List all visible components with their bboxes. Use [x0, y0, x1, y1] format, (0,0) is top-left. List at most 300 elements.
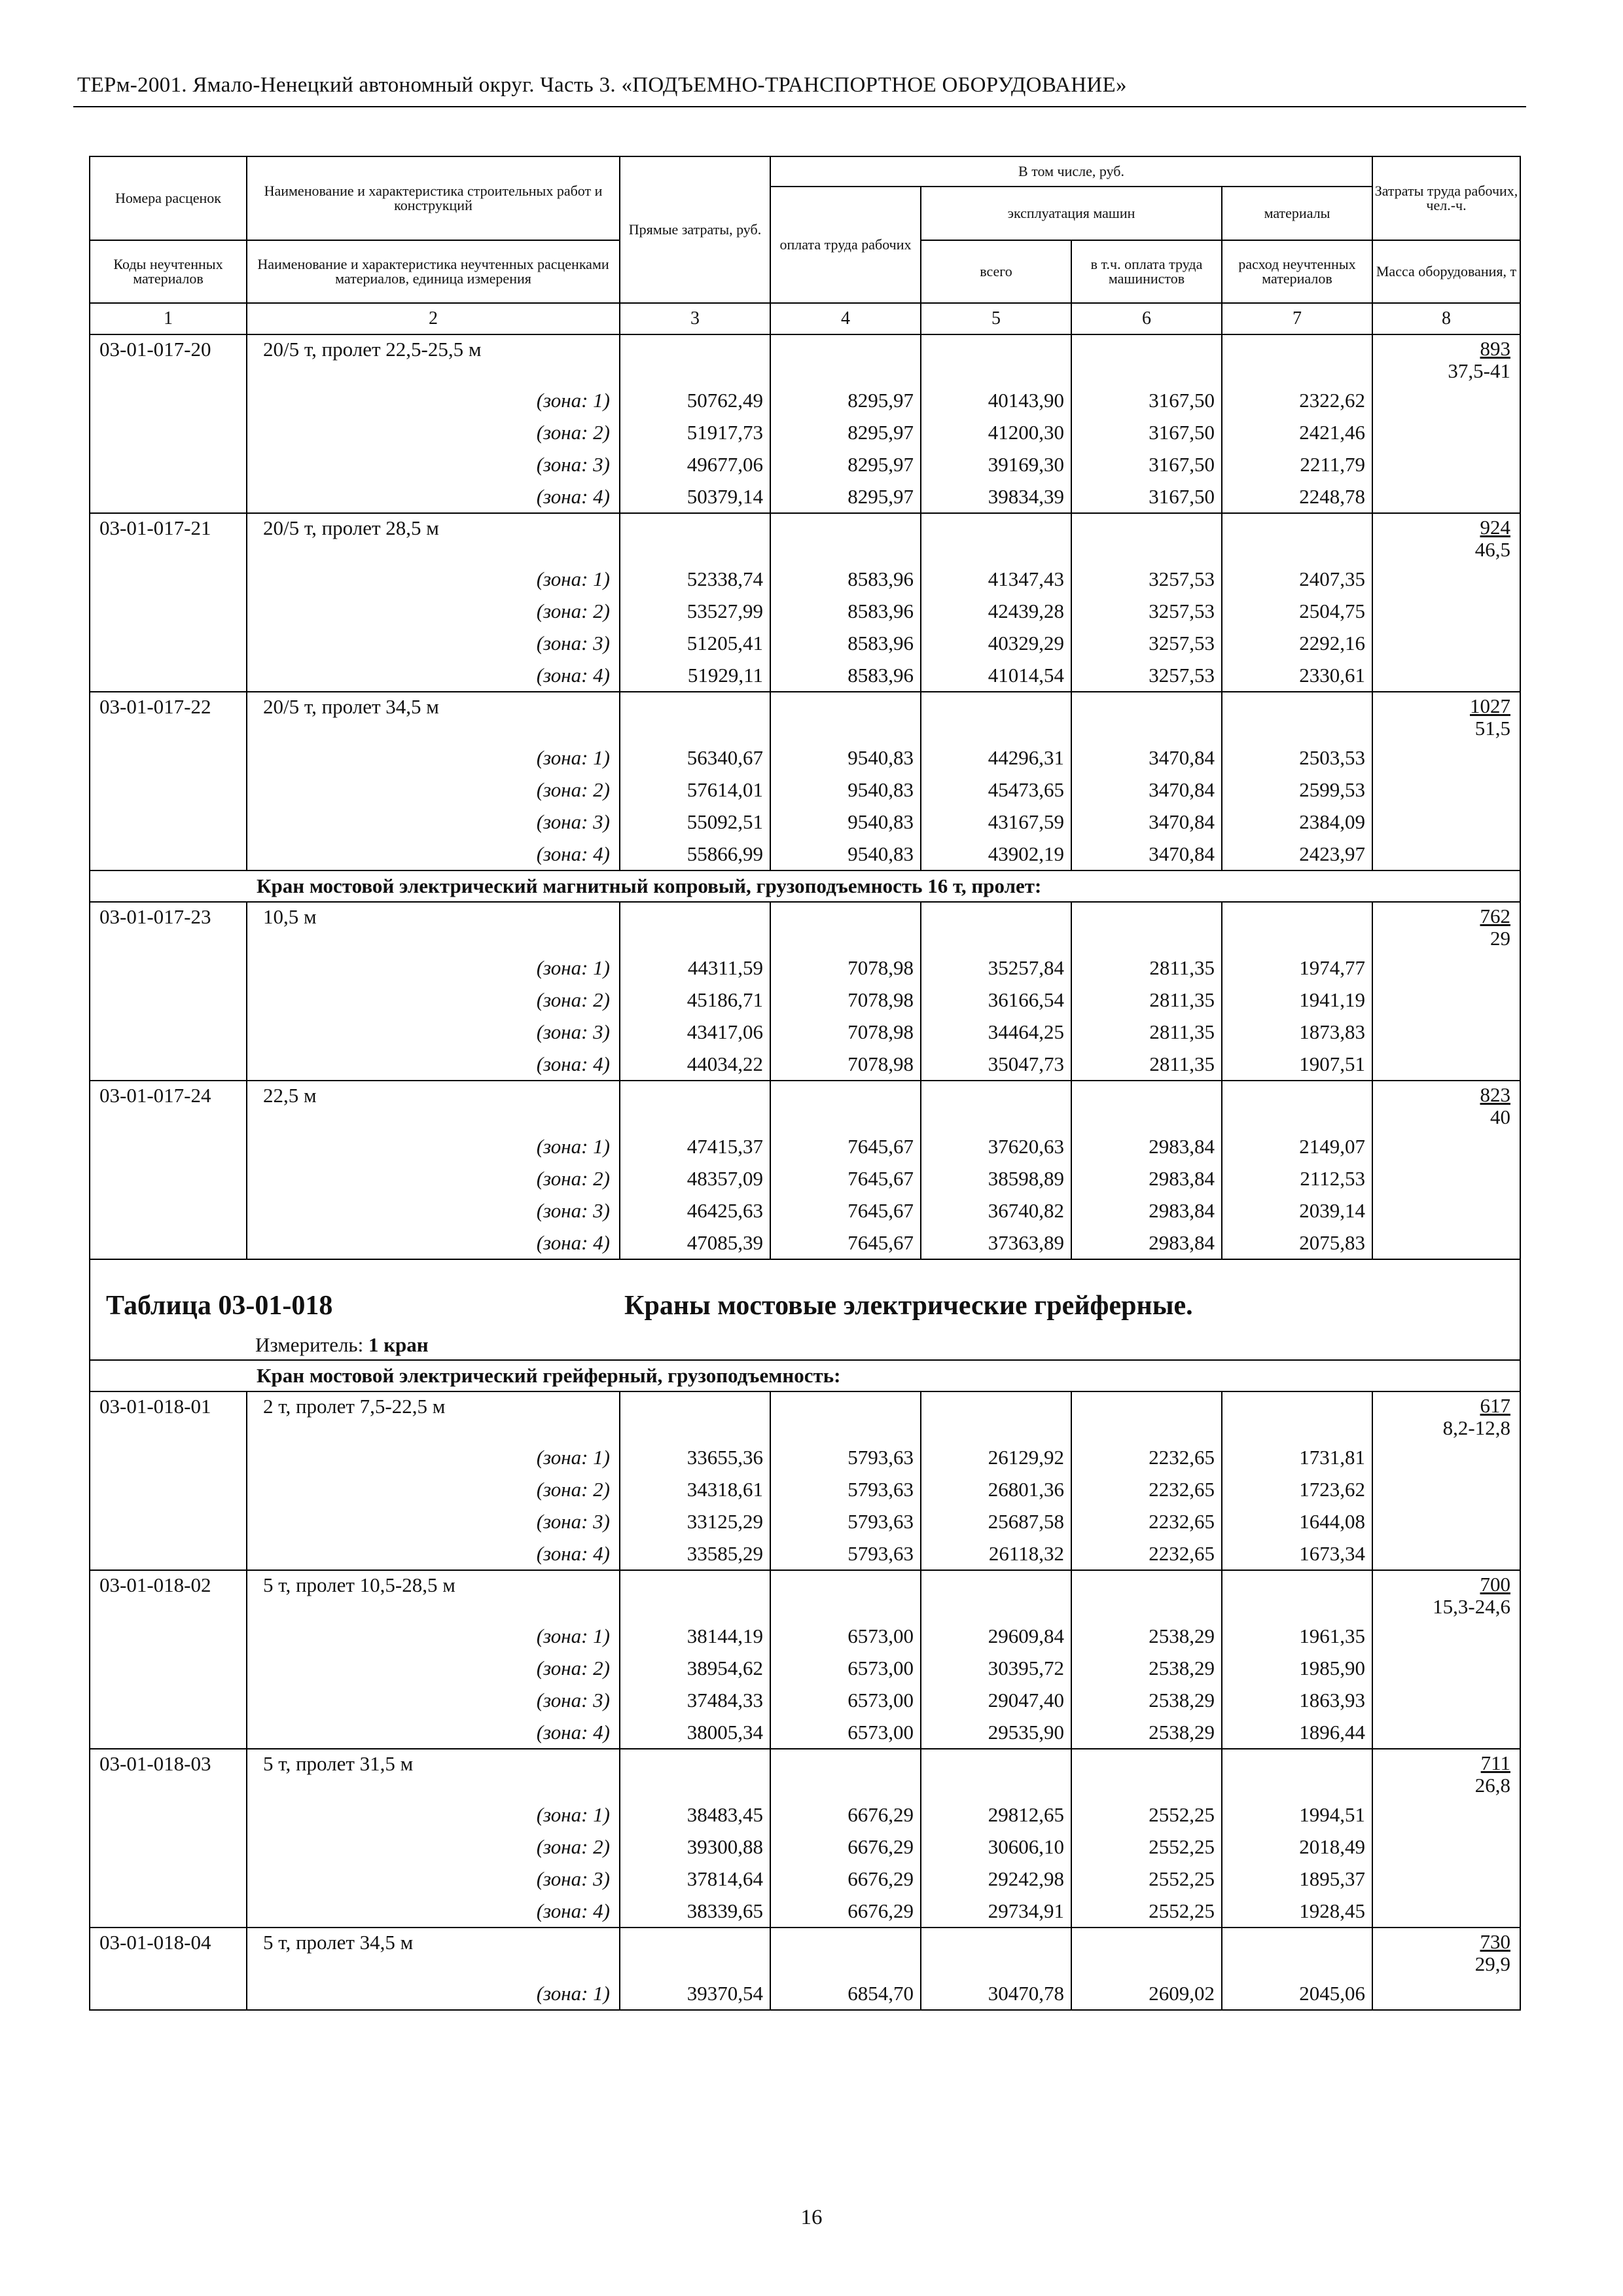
materials: 2018,49 — [1222, 1831, 1372, 1863]
direct-costs: 33585,29 — [620, 1537, 770, 1570]
materials: 2421,46 — [1222, 416, 1372, 448]
zone-row — [90, 1473, 1520, 1505]
col-number: 6 — [1071, 303, 1222, 334]
operator-pay: 3167,50 — [1071, 384, 1222, 416]
col-head-in-total: В том числе, руб. — [770, 156, 1372, 187]
machine-total: 30470,78 — [921, 1977, 1071, 2010]
zone-label: (зона: 4) — [247, 1716, 620, 1749]
worker-pay: 5793,63 — [770, 1505, 921, 1537]
col-head-machine-operation: эксплуатация машин — [921, 187, 1222, 240]
empty-cell — [770, 1928, 921, 1977]
direct-costs: 45186,71 — [620, 984, 770, 1016]
direct-costs: 38144,19 — [620, 1620, 770, 1652]
entries-block — [90, 334, 1520, 870]
worker-pay: 7078,98 — [770, 1048, 921, 1081]
empty-cell — [770, 1391, 921, 1441]
worker-pay: 8583,96 — [770, 659, 921, 692]
materials: 1994,51 — [1222, 1799, 1372, 1831]
entry-title-row — [90, 692, 1520, 742]
col-head-direct-costs: Прямые затраты, руб. — [620, 156, 770, 303]
empty-cell — [1071, 1928, 1222, 1977]
machine-total: 36166,54 — [921, 984, 1071, 1016]
materials: 1974,77 — [1222, 952, 1372, 984]
labor-mass-cell — [1372, 334, 1520, 513]
labor-mass-cell — [1372, 1928, 1520, 2010]
zone-row — [90, 774, 1520, 806]
equipment-mass-value: 8,2-12,8 — [1442, 1416, 1510, 1439]
worker-pay: 8295,97 — [770, 384, 921, 416]
col-head-unaccounted-materials: расход неучтенных материалов — [1222, 240, 1372, 303]
direct-costs: 51205,41 — [620, 627, 770, 659]
running-header: ТЕРм-2001. Ямало-Ненецкий автономный округ. Часть 3. «ПОДЪЕМНО-ТРАНСПОРТНОЕ ОБОРУДОВАНИЕ» — [77, 73, 1127, 97]
col-head-total: всего — [921, 240, 1071, 303]
labor-costs-value: 700 — [1480, 1573, 1510, 1596]
worker-pay: 8295,97 — [770, 416, 921, 448]
rate-code: 03-01-017-24 — [90, 1081, 247, 1259]
operator-pay: 2811,35 — [1071, 984, 1222, 1016]
entry-title-row — [90, 1928, 1520, 1977]
zone-row — [90, 384, 1520, 416]
empty-cell — [620, 1391, 770, 1441]
col-head-labor-costs: Затраты труда рабочих, чел.-ч. — [1372, 156, 1520, 240]
equipment-mass-value: 26,8 — [1474, 1774, 1510, 1797]
equipment-mass-value: 46,5 — [1474, 538, 1510, 561]
header-rule — [73, 106, 1526, 107]
zone-label: (зона: 1) — [247, 563, 620, 595]
zone-row — [90, 838, 1520, 870]
materials: 2039,14 — [1222, 1194, 1372, 1227]
col-head-materials: материалы — [1222, 187, 1372, 240]
machine-total: 29242,98 — [921, 1863, 1071, 1895]
operator-pay: 2552,25 — [1071, 1831, 1222, 1863]
operator-pay: 2232,65 — [1071, 1441, 1222, 1473]
materials: 2292,16 — [1222, 627, 1372, 659]
page-number: 16 — [800, 2206, 823, 2229]
work-name: 20/5 т, пролет 22,5-25,5 м — [247, 334, 620, 384]
worker-pay: 7645,67 — [770, 1194, 921, 1227]
work-name: 20/5 т, пролет 34,5 м — [247, 692, 620, 742]
zone-label: (зона: 3) — [247, 627, 620, 659]
worker-pay: 6676,29 — [770, 1831, 921, 1863]
equipment-mass-value: 29,9 — [1474, 1952, 1510, 1975]
direct-costs: 43417,06 — [620, 1016, 770, 1048]
materials: 1873,83 — [1222, 1016, 1372, 1048]
measure-unit-value: 1 кран — [368, 1333, 429, 1356]
direct-costs: 33655,36 — [620, 1441, 770, 1473]
operator-pay: 3257,53 — [1071, 659, 1222, 692]
direct-costs: 53527,99 — [620, 595, 770, 627]
worker-pay: 9540,83 — [770, 742, 921, 774]
materials: 1895,37 — [1222, 1863, 1372, 1895]
empty-cell — [620, 1081, 770, 1130]
work-name: 5 т, пролет 31,5 м — [247, 1749, 620, 1799]
empty-cell — [1222, 902, 1372, 952]
materials: 2075,83 — [1222, 1227, 1372, 1259]
machine-total: 26129,92 — [921, 1441, 1071, 1473]
labor-costs-value: 730 — [1480, 1930, 1510, 1953]
labor-mass-cell — [1372, 902, 1520, 1081]
work-name: 5 т, пролет 34,5 м — [247, 1928, 620, 1977]
rates-table-frame — [89, 156, 1521, 2011]
machine-total: 44296,31 — [921, 742, 1071, 774]
direct-costs: 39300,88 — [620, 1831, 770, 1863]
zone-label: (зона: 3) — [247, 448, 620, 480]
zone-row — [90, 1537, 1520, 1570]
empty-cell — [620, 334, 770, 384]
equipment-mass-value: 15,3-24,6 — [1433, 1595, 1510, 1618]
machine-total: 30395,72 — [921, 1652, 1071, 1684]
empty-cell — [921, 1081, 1071, 1130]
entry-title-row — [90, 902, 1520, 952]
materials: 1928,45 — [1222, 1895, 1372, 1928]
direct-costs: 51917,73 — [620, 416, 770, 448]
materials: 1896,44 — [1222, 1716, 1372, 1749]
direct-costs: 39370,54 — [620, 1977, 770, 2010]
worker-pay: 6573,00 — [770, 1620, 921, 1652]
zone-row — [90, 742, 1520, 774]
operator-pay: 2983,84 — [1071, 1162, 1222, 1194]
measure-unit-label: Измеритель: — [255, 1333, 364, 1356]
rate-code: 03-01-018-01 — [90, 1391, 247, 1570]
labor-costs-value: 823 — [1480, 1083, 1510, 1106]
labor-costs-value: 924 — [1480, 516, 1510, 539]
worker-pay: 6676,29 — [770, 1895, 921, 1928]
machine-total: 37620,63 — [921, 1130, 1071, 1162]
empty-cell — [770, 513, 921, 563]
empty-cell — [770, 1570, 921, 1620]
materials: 1644,08 — [1222, 1505, 1372, 1537]
materials: 1723,62 — [1222, 1473, 1372, 1505]
empty-cell — [1222, 1570, 1372, 1620]
worker-pay: 8583,96 — [770, 563, 921, 595]
work-name: 2 т, пролет 7,5-22,5 м — [247, 1391, 620, 1441]
col-number: 7 — [1222, 303, 1372, 334]
rate-code: 03-01-017-22 — [90, 692, 247, 870]
table-title-block — [90, 1259, 1520, 1360]
worker-pay: 5793,63 — [770, 1537, 921, 1570]
rate-code: 03-01-017-23 — [90, 902, 247, 1081]
machine-total: 26801,36 — [921, 1473, 1071, 1505]
labor-costs-value: 762 — [1480, 905, 1510, 927]
direct-costs: 44311,59 — [620, 952, 770, 984]
direct-costs: 51929,11 — [620, 659, 770, 692]
zone-row — [90, 448, 1520, 480]
empty-cell — [1222, 1391, 1372, 1441]
operator-pay: 2983,84 — [1071, 1130, 1222, 1162]
machine-total: 29609,84 — [921, 1620, 1071, 1652]
operator-pay: 2538,29 — [1071, 1652, 1222, 1684]
materials: 1985,90 — [1222, 1652, 1372, 1684]
operator-pay: 3167,50 — [1071, 480, 1222, 513]
labor-mass-cell — [1372, 1749, 1520, 1928]
col-number: 1 — [90, 303, 247, 334]
empty-cell — [921, 513, 1071, 563]
zone-row — [90, 1016, 1520, 1048]
machine-total: 35047,73 — [921, 1048, 1071, 1081]
direct-costs: 37814,64 — [620, 1863, 770, 1895]
work-name: 10,5 м — [247, 902, 620, 952]
zone-label: (зона: 1) — [247, 742, 620, 774]
zone-label: (зона: 3) — [247, 1016, 620, 1048]
machine-total: 45473,65 — [921, 774, 1071, 806]
worker-pay: 7645,67 — [770, 1130, 921, 1162]
zone-label: (зона: 1) — [247, 1130, 620, 1162]
zone-row — [90, 627, 1520, 659]
zone-row — [90, 595, 1520, 627]
zone-label: (зона: 3) — [247, 1194, 620, 1227]
materials: 2112,53 — [1222, 1162, 1372, 1194]
materials: 2322,62 — [1222, 384, 1372, 416]
operator-pay: 2609,02 — [1071, 1977, 1222, 2010]
empty-cell — [921, 692, 1071, 742]
machine-total: 40329,29 — [921, 627, 1071, 659]
machine-total: 43902,19 — [921, 838, 1071, 870]
equipment-mass-value: 29 — [1490, 927, 1510, 950]
worker-pay: 7078,98 — [770, 984, 921, 1016]
operator-pay: 2811,35 — [1071, 1048, 1222, 1081]
empty-cell — [1071, 334, 1222, 384]
zone-label: (зона: 2) — [247, 416, 620, 448]
worker-pay: 6854,70 — [770, 1977, 921, 2010]
direct-costs: 49677,06 — [620, 448, 770, 480]
operator-pay: 2232,65 — [1071, 1505, 1222, 1537]
work-name: 20/5 т, пролет 28,5 м — [247, 513, 620, 563]
direct-costs: 46425,63 — [620, 1194, 770, 1227]
worker-pay: 6573,00 — [770, 1652, 921, 1684]
equipment-mass-value: 40 — [1490, 1105, 1510, 1128]
empty-cell — [921, 1570, 1071, 1620]
operator-pay: 2552,25 — [1071, 1799, 1222, 1831]
table-number: Таблица 03-01-018 — [106, 1291, 333, 1321]
materials: 2599,53 — [1222, 774, 1372, 806]
zone-row — [90, 1895, 1520, 1928]
machine-total: 43167,59 — [921, 806, 1071, 838]
worker-pay: 5793,63 — [770, 1473, 921, 1505]
machine-total: 41200,30 — [921, 416, 1071, 448]
zone-row — [90, 480, 1520, 513]
materials: 2045,06 — [1222, 1977, 1372, 2010]
labor-costs-value: 1027 — [1470, 694, 1510, 717]
empty-cell — [770, 1749, 921, 1799]
operator-pay: 3257,53 — [1071, 595, 1222, 627]
empty-cell — [620, 1928, 770, 1977]
entry-title-row — [90, 1391, 1520, 1441]
direct-costs: 38005,34 — [620, 1716, 770, 1749]
empty-cell — [620, 1749, 770, 1799]
machine-total: 39169,30 — [921, 448, 1071, 480]
materials: 1907,51 — [1222, 1048, 1372, 1081]
worker-pay: 9540,83 — [770, 774, 921, 806]
zone-label: (зона: 1) — [247, 1799, 620, 1831]
materials: 1731,81 — [1222, 1441, 1372, 1473]
equipment-mass-value: 37,5-41 — [1448, 359, 1510, 382]
operator-pay: 2552,25 — [1071, 1895, 1222, 1928]
zone-label: (зона: 1) — [247, 1620, 620, 1652]
operator-pay: 2538,29 — [1071, 1684, 1222, 1716]
empty-cell — [1071, 1391, 1222, 1441]
materials: 1673,34 — [1222, 1537, 1372, 1570]
operator-pay: 2232,65 — [1071, 1537, 1222, 1570]
operator-pay: 2232,65 — [1071, 1473, 1222, 1505]
table-name: Краны мостовые электрические грейферные. — [624, 1291, 1193, 1321]
materials: 2330,61 — [1222, 659, 1372, 692]
empty-cell — [770, 334, 921, 384]
empty-cell — [1071, 902, 1222, 952]
zone-label: (зона: 1) — [247, 1977, 620, 2010]
empty-cell — [921, 1928, 1071, 1977]
zone-label: (зона: 2) — [247, 1831, 620, 1863]
direct-costs: 50762,49 — [620, 384, 770, 416]
zone-row — [90, 1799, 1520, 1831]
zone-label: (зона: 3) — [247, 806, 620, 838]
zone-label: (зона: 4) — [247, 838, 620, 870]
materials: 1961,35 — [1222, 1620, 1372, 1652]
empty-cell — [1222, 334, 1372, 384]
equipment-mass-value: 51,5 — [1474, 717, 1510, 740]
operator-pay: 2811,35 — [1071, 1016, 1222, 1048]
empty-cell — [1071, 1749, 1222, 1799]
operator-pay: 2983,84 — [1071, 1194, 1222, 1227]
worker-pay: 8295,97 — [770, 480, 921, 513]
zone-label: (зона: 4) — [247, 1048, 620, 1081]
empty-cell — [1222, 692, 1372, 742]
col-head-worker-pay: оплата труда рабочих — [770, 187, 921, 303]
operator-pay: 2538,29 — [1071, 1716, 1222, 1749]
col-number: 4 — [770, 303, 921, 334]
group-heading: Кран мостовой электрический магнитный копровый, грузоподъемность 16 т, пролет: — [90, 870, 1520, 902]
operator-pay: 3470,84 — [1071, 806, 1222, 838]
worker-pay: 9540,83 — [770, 806, 921, 838]
rates-table — [89, 156, 1521, 2011]
machine-total: 29535,90 — [921, 1716, 1071, 1749]
empty-cell — [1071, 513, 1222, 563]
worker-pay: 9540,83 — [770, 838, 921, 870]
zone-row — [90, 1130, 1520, 1162]
operator-pay: 2538,29 — [1071, 1620, 1222, 1652]
worker-pay: 6676,29 — [770, 1799, 921, 1831]
operator-pay: 3167,50 — [1071, 416, 1222, 448]
worker-pay: 7078,98 — [770, 1016, 921, 1048]
zone-row — [90, 806, 1520, 838]
empty-cell — [770, 902, 921, 952]
zone-row — [90, 1977, 1520, 2010]
direct-costs: 34318,61 — [620, 1473, 770, 1505]
zone-label: (зона: 4) — [247, 659, 620, 692]
direct-costs: 56340,67 — [620, 742, 770, 774]
empty-cell — [921, 1749, 1071, 1799]
zone-row — [90, 1863, 1520, 1895]
worker-pay: 6676,29 — [770, 1863, 921, 1895]
labor-mass-cell — [1372, 513, 1520, 692]
work-name: 22,5 м — [247, 1081, 620, 1130]
zone-label: (зона: 4) — [247, 1895, 620, 1928]
direct-costs: 55092,51 — [620, 806, 770, 838]
labor-mass-cell — [1372, 1081, 1520, 1259]
direct-costs: 38483,45 — [620, 1799, 770, 1831]
empty-cell — [620, 902, 770, 952]
worker-pay: 6573,00 — [770, 1684, 921, 1716]
materials: 2503,53 — [1222, 742, 1372, 774]
empty-cell — [1222, 1749, 1372, 1799]
entries-block — [90, 1391, 1520, 2010]
machine-total: 38598,89 — [921, 1162, 1071, 1194]
rate-code: 03-01-018-02 — [90, 1570, 247, 1749]
direct-costs: 44034,22 — [620, 1048, 770, 1081]
direct-costs: 38954,62 — [620, 1652, 770, 1684]
zone-row — [90, 1505, 1520, 1537]
machine-total: 35257,84 — [921, 952, 1071, 984]
labor-costs-value: 893 — [1480, 337, 1510, 360]
empty-cell — [770, 692, 921, 742]
entry-title-row — [90, 1081, 1520, 1130]
materials: 1941,19 — [1222, 984, 1372, 1016]
machine-total: 41014,54 — [921, 659, 1071, 692]
operator-pay: 3257,53 — [1071, 627, 1222, 659]
zone-label: (зона: 4) — [247, 1227, 620, 1259]
labor-costs-value: 711 — [1480, 1751, 1510, 1774]
worker-pay: 8295,97 — [770, 448, 921, 480]
zone-label: (зона: 3) — [247, 1863, 620, 1895]
direct-costs: 57614,01 — [620, 774, 770, 806]
zone-label: (зона: 3) — [247, 1505, 620, 1537]
machine-total: 40143,90 — [921, 384, 1071, 416]
empty-cell — [1071, 1081, 1222, 1130]
operator-pay: 3167,50 — [1071, 448, 1222, 480]
machine-total: 30606,10 — [921, 1831, 1071, 1863]
materials: 2384,09 — [1222, 806, 1372, 838]
group-heading: Кран мостовой электрический грейферный, грузоподъемность: — [90, 1360, 1520, 1391]
zone-row — [90, 1441, 1520, 1473]
zone-row — [90, 1194, 1520, 1227]
rate-code: 03-01-017-20 — [90, 334, 247, 513]
col-head-operator-pay: в т.ч. оплата труда машинистов — [1071, 240, 1222, 303]
zone-row — [90, 1620, 1520, 1652]
materials: 2423,97 — [1222, 838, 1372, 870]
col-head-equipment-mass: Масса оборудования, т — [1372, 240, 1520, 303]
empty-cell — [1222, 1928, 1372, 1977]
worker-pay: 7645,67 — [770, 1162, 921, 1194]
entry-title-row — [90, 1749, 1520, 1799]
entry-title-row — [90, 513, 1520, 563]
zone-row — [90, 416, 1520, 448]
zone-label: (зона: 2) — [247, 774, 620, 806]
col-head-material-names: Наименование и характеристика неучтенных расценками материалов, единица измерения — [247, 240, 620, 303]
rate-code: 03-01-018-04 — [90, 1928, 247, 2010]
materials: 2211,79 — [1222, 448, 1372, 480]
zone-row — [90, 984, 1520, 1016]
col-number: 2 — [247, 303, 620, 334]
zone-row — [90, 1684, 1520, 1716]
zone-label: (зона: 4) — [247, 1537, 620, 1570]
direct-costs: 33125,29 — [620, 1505, 770, 1537]
machine-total: 29734,91 — [921, 1895, 1071, 1928]
zone-label: (зона: 2) — [247, 1473, 620, 1505]
zone-row — [90, 1162, 1520, 1194]
machine-total: 39834,39 — [921, 480, 1071, 513]
zone-label: (зона: 1) — [247, 1441, 620, 1473]
materials: 2504,75 — [1222, 595, 1372, 627]
worker-pay: 6573,00 — [770, 1716, 921, 1749]
labor-costs-value: 617 — [1480, 1394, 1510, 1417]
zone-label: (зона: 1) — [247, 384, 620, 416]
empty-cell — [620, 692, 770, 742]
operator-pay: 3470,84 — [1071, 838, 1222, 870]
entries-block — [90, 902, 1520, 1259]
zone-label: (зона: 2) — [247, 1162, 620, 1194]
machine-total: 26118,32 — [921, 1537, 1071, 1570]
materials: 2407,35 — [1222, 563, 1372, 595]
col-head-material-codes: Коды неучтенных материалов — [90, 240, 247, 303]
